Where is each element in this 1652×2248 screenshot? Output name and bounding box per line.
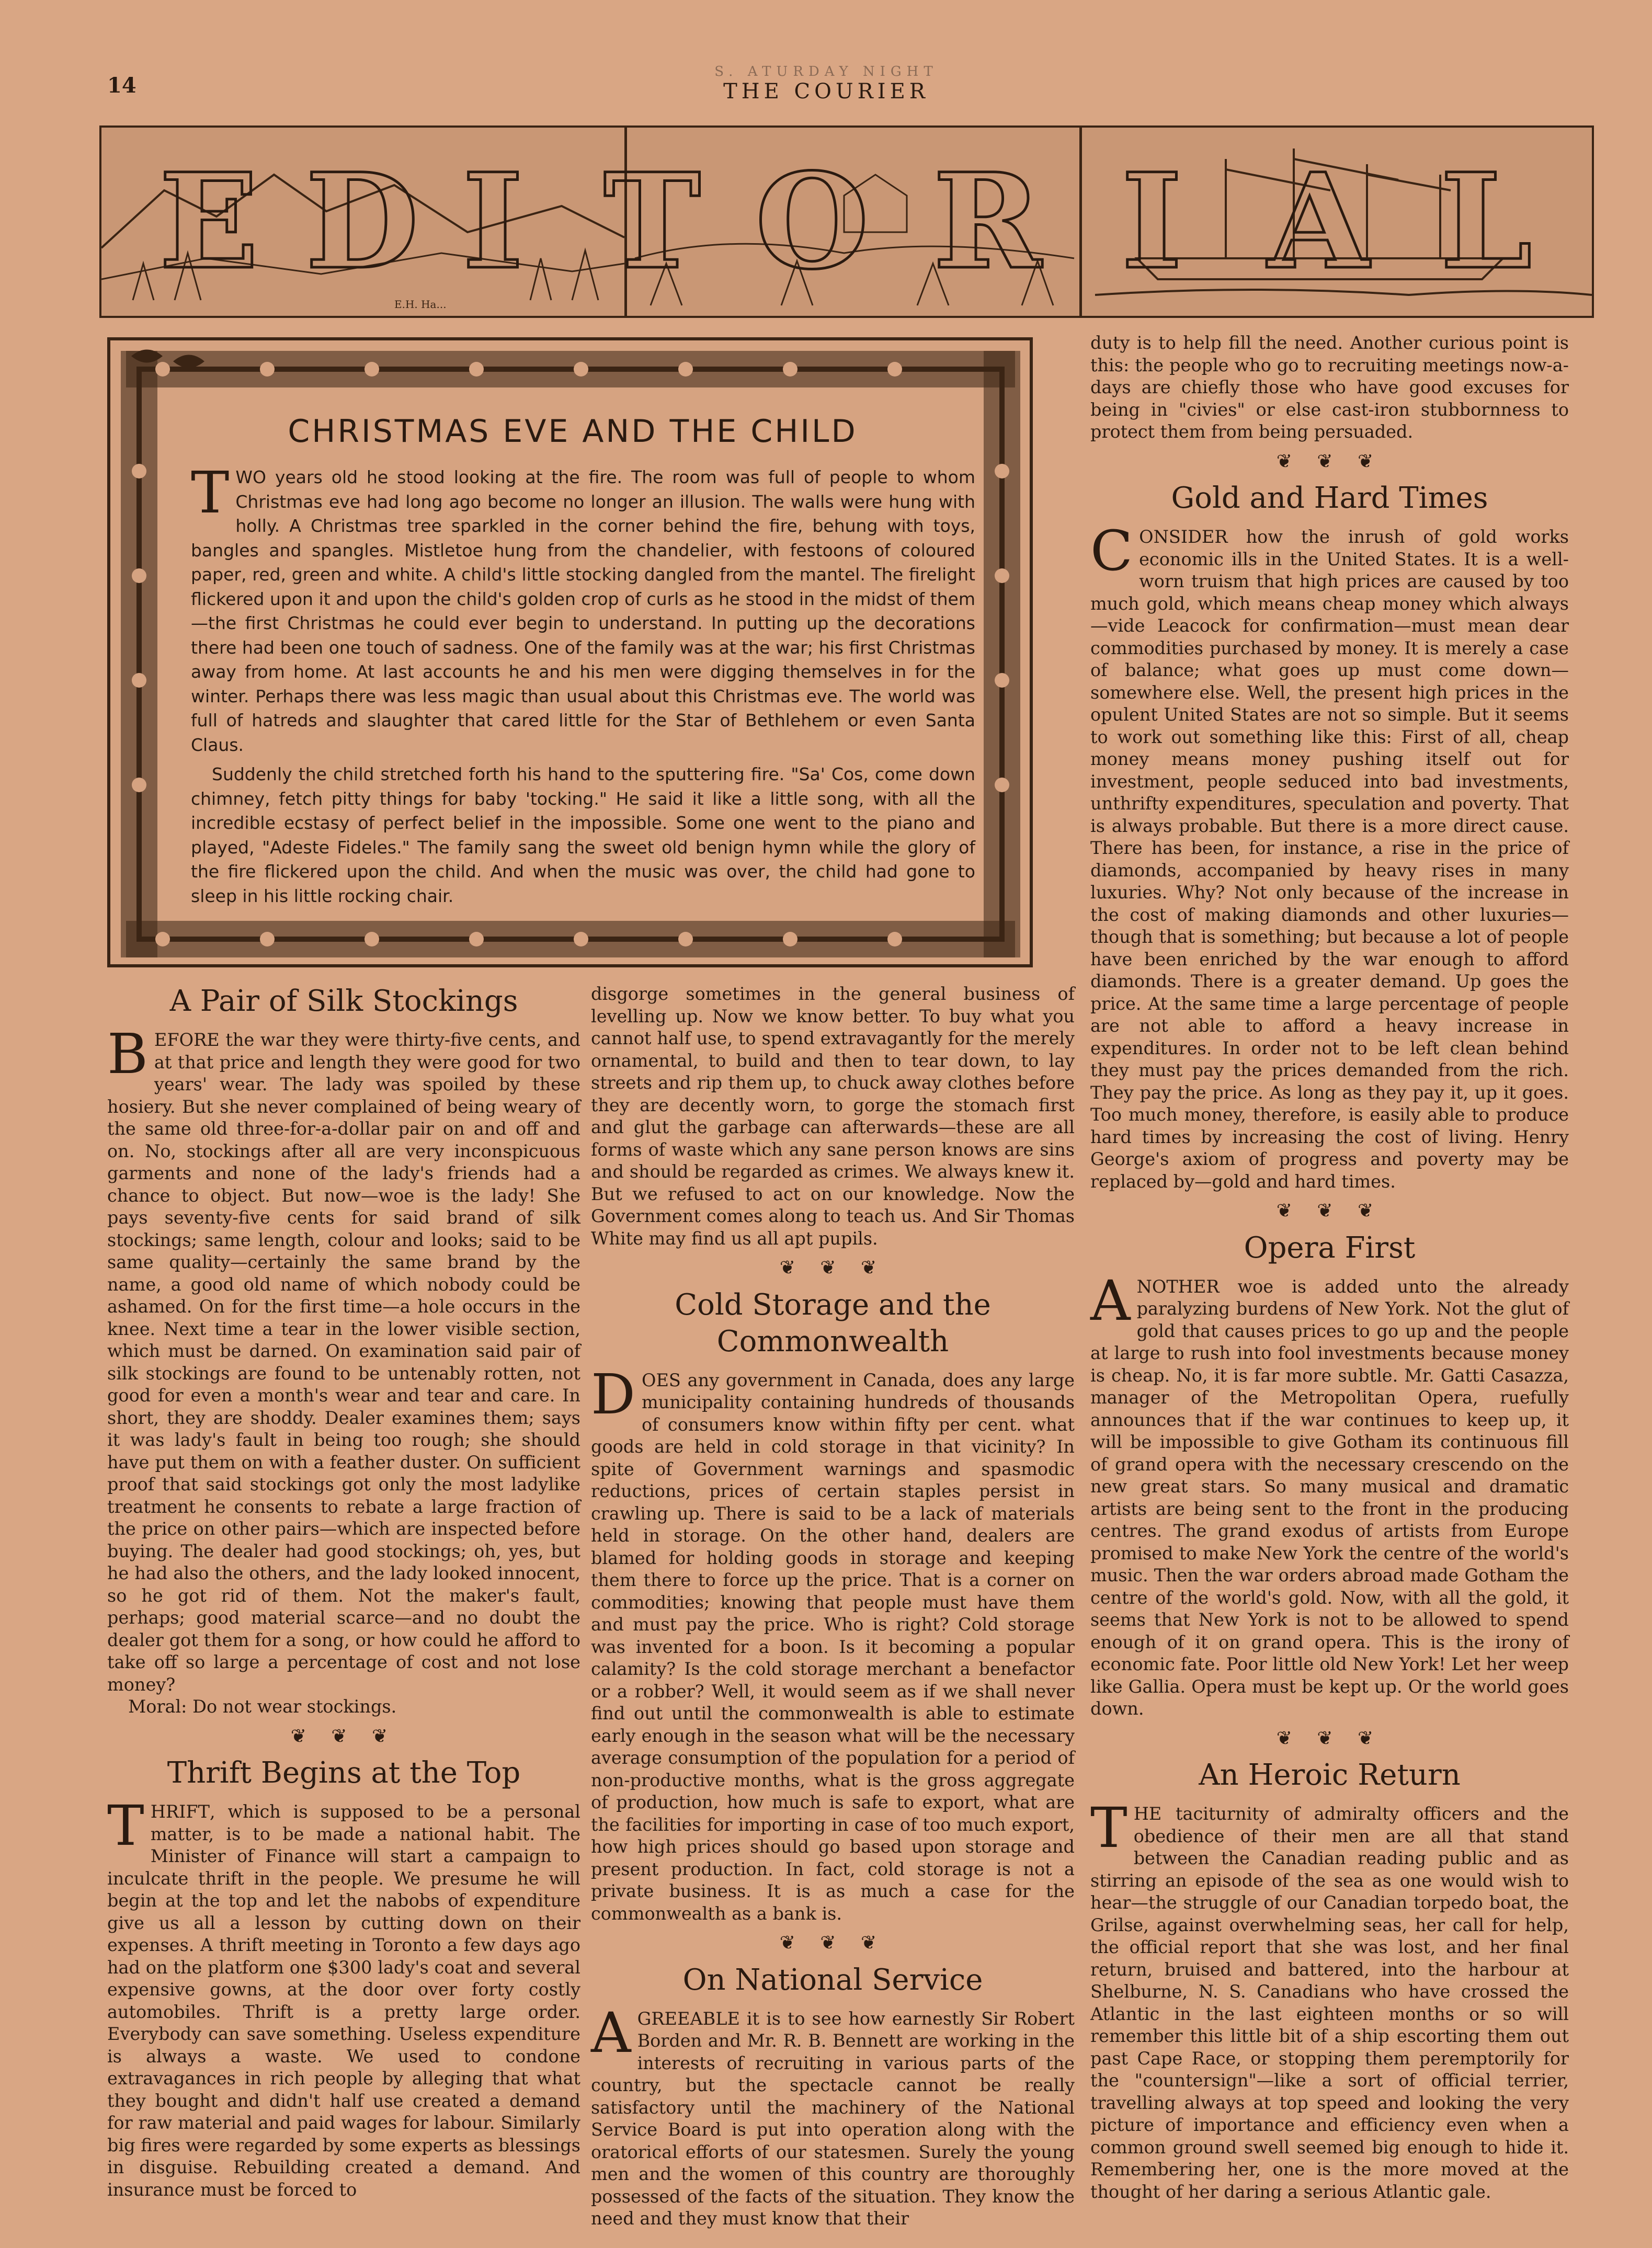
feature-title: CHRISTMAS EVE AND THE CHILD [288, 413, 858, 450]
article-title: An Heroic Return [1199, 1758, 1461, 1792]
banner-letter: D [305, 144, 419, 298]
article-title: Thrift Begins at the Top [167, 1756, 521, 1790]
publication-name: THE COURIER [723, 79, 929, 104]
column-3 [1090, 332, 1569, 2203]
banner-letter: T [603, 144, 701, 298]
feature-paragraph-1: WO years old he stood looking at the fire. The room was full of people to whom Christmas eve had long ago become no longer an illusion. The walls were hung with holly. A Christmas tree sparkled in the corner behind the fire, behung with toys, bangles and spangles. Mistletoe hung from the chandelier, with festoons of coloured paper, red, green and white. A child's little stocking dangled from the mantel. The firelight flickered upon it and upon the child's golden crop of curls as he stood in the midst of them—the first Christmas he could ever begin to understand. In putting up the decorations there had been one touch of sadness. One of the family was at the war; his first Christmas away from home. At last accounts he and his men were digging themselves in for the winter. Perhaps there was less magic than usual about this Christmas eve. The world was full of hatreds and slaughter that cared little for the Star of Bethlehem or even Santa Claus. [191, 467, 975, 755]
article-body: how the inrush of gold works economic ills in the United States. It is a well-worn truism that high prices are caused by too much gold, which means cheap money which always—vide Leacock for confirmation—must mean dear commodities purchased by money. It is merely a case of balance; what goes up must come down—somewhere else. Well, the present high prices in the opulent United States are not so simple. But it seems to work out something like this: First of all, cheap money means money pushing itself out for investment, people seduced into bad investments, unthrifty expenditures, speculation and poverty. That is always probable. But there is a more direct cause. There has been, for instance, a rise in the price of diamonds, accompanied by heavy rises in many luxuries. Why? Not only because of the increase in the cost of making diamonds and other luxuries—though that is something; but because a lot of people have been enriched by the war enough to afford diamonds. There is a greater demand. Up goes the price. At the same time a large percentage of people are not able to afford a heavy increase in expenditures. In order not to be left clean behind they must pay the prices demanded from the rich. They pay the price. As long as they pay it, up it goes. Too much money, therefore, is easily able to produce hard times by increasing the cost of living. Henry George's axiom of progress and poverty may be replaced by—gold and hard times. [1090, 527, 1569, 1192]
drop-cap: C [1090, 519, 1133, 583]
drop-cap: T [191, 459, 230, 526]
article-body: , which is supposed to be a personal matter, is to be made a national habit. The Minister of Finance will start a campaign to inculcate thrift in the people. We presume he will begin at the top and let the nabobs of expenditure give us all a lesson by cutting down on their expenses. A thrift meeting in Toronto a few days ago had on the platform one $300 lady's coat and several expensive gowns, at the door over forty costly automobiles. Thrift is a pretty large order. Everybody can save something. Useless expenditure is always a waste. We used to condone extravagances in rich people by alleging that what they bought and didn't half use created a demand for raw material and paid wages for labour. Similarly big fires were regarded by some experts as blessings in disguise. Rebuilding created a demand. And insurance must be forced to [107, 1801, 580, 2200]
banner-letter: I [462, 144, 523, 298]
banner-letter: I [1121, 144, 1182, 298]
section-ornament: ❦ ❦ ❦ [1276, 1727, 1383, 1749]
banner-letter: O [755, 144, 869, 298]
drop-cap: D [591, 1362, 635, 1427]
article-lead-word: HE [1133, 1804, 1162, 1824]
article-lead-word: GREEABLE [637, 2008, 740, 2029]
drop-cap: A [1090, 1268, 1131, 1333]
section-ornament: ❦ ❦ ❦ [779, 1257, 886, 1279]
column-2 [591, 983, 1075, 2230]
section-ornament: ❦ ❦ ❦ [1276, 450, 1383, 472]
editorial-lettering [101, 128, 1592, 316]
section-ornament: ❦ ❦ ❦ [290, 1725, 397, 1747]
artist-credit: E.H. Ha... [394, 298, 447, 311]
feature-paragraph-2: Suddenly the child stretched forth his hand to the sputtering fire. "Sa' Cos, come down chimney, fetch pitty things for baby 'tocking." He said it like a little song, with all the incredible ecstasy of perfect belief in the impossible. Some one went to the piano and played, "Adeste Fideles." The family sang the sweet old benign hymn while the glory of the fire flickered upon the child. And when the music was over, the child had gone to sleep in his little rocking chair. [191, 764, 975, 906]
article-title: On National Service [682, 1962, 983, 1997]
article-body: the war they were thirty-five cents, and at that price and length they were good for two years' wear. The lady was spoiled by these hosiery. But she never complained of being weary of the same old three-for-a-dollar pair on and off and on. No, stockings after all are very inconspicuous garments and none of the lady's friends had a chance to object. But now—woe is the lady! She pays seventy-five cents for said brand of silk stockings; same length, colour and looks; said to be same quality—certainly the same brand by the name, a good old name of which nobody could be ashamed. On for the first time—a hole occurs in the knee. Next time a tear in the lower visible section, which must be darned. On examination said pair of silk stockings are found to be untenably rotten, not good for even a month's wear and tear and care. In short, they are shoddy. Dealer examines them; says it was lady's fault in being too rough; she should have put them on with a feather duster. On sufficient proof that said stockings got only the most ladylike treatment he consents to rebate a large fraction of the price on other pairs—which are inspected before buying. The dealer had good stockings; oh, yes, but he had also the others, and the lady looked innocent, so he got rid of them. Not the maker's fault, perhaps; good material scarce—and no doubt the dealer got them for a song, or how could he afford to take off so large a percentage of cost and not lose money? [107, 1030, 580, 1695]
banner-letter: E [159, 144, 259, 298]
article-continuation: disgorge sometimes in the general business of levelling up. Now we know better. To buy what you cannot half use, to spend extravagantly for the merely ornamental, to build and then to tear down, to lay streets and rip them up, to chuck away clothes before they are decently worn, to gorge the stomach first and glut the garbage can afterwards—these are all forms of waste which any sane person knows are sins and should be regarded as crimes. We always knew it. But we refused to act on our knowledge. Now the Government comes along to teach us. And Sir Thomas White may find us all apt pupils. [591, 984, 1075, 1249]
banner-letter: A [1268, 144, 1369, 298]
feature-body [191, 459, 975, 914]
drop-cap: A [591, 2000, 631, 2065]
article-moral: Moral: Do not wear stockings. [128, 1696, 397, 1717]
banner-letter: R [933, 144, 1042, 298]
drop-cap: T [1090, 1796, 1127, 1860]
article-lead-word: HRIFT [150, 1801, 210, 1822]
article-lead-word: NOTHER [1136, 1276, 1220, 1297]
editorial-banner [99, 125, 1594, 318]
article-body: woe is added unto the already paralyzing burdens of New York. Not the glut of gold that causes prices to go up and the people at large to rush into fool investments because money is cheap. No, it is far more subtle. Mr. Gatti Casazza, manager of the Metropolitan Opera, ruefully announces that if the war continues to keep up, it will be impossible to give Gotham its continuous fill of grand opera with the necessary crescendo on the new great stars. So many musical and dramatic artists are being sent to the front in the producing centres. The grand exodus of artists from Europe promised to make New York the centre of the world's music. Then the war orders abroad made Gotham the centre of the world's gold. Now, with all the gold, it seems that New York is not to be allowed to spend enough of it on grand opera. This is the irony of economic fate. Poor little old New York! Let her weep like Gallia. Opera must be kept up. Or the world goes down. [1090, 1276, 1569, 1719]
article-lead-word: OES [642, 1370, 681, 1390]
article-title: Gold and Hard Times [1171, 481, 1488, 515]
article-continuation: duty is to help fill the need. Another curious point is this: the people who go to recruiting meetings now-a-days are chiefly those who have good excuses for being in "civies" or else cast-iron stubbornness to protect them from being persuaded. [1090, 333, 1569, 442]
article-title: Opera First [1244, 1230, 1416, 1265]
drop-cap: T [107, 1794, 144, 1858]
section-ornament: ❦ ❦ ❦ [779, 1932, 886, 1954]
drop-cap: B [107, 1022, 148, 1086]
article-lead-word: ONSIDER [1139, 527, 1228, 547]
article-body: taciturnity of admiralty officers and the obedience of their men are all that stand between the Canadian reading public and as stirring an episode of the sea as one would wish to hear—the struggle of our Canadian torpedo boat, the Grilse, against overwhelming seas, her call for help, the official report that she was lost, and her final return, bruised and battered, into the harbour at Shelburne, N. S. Canadians who have crossed the Atlantic in the last eighteen months or so will remember this little bit of a ship escorting them out past Cape Race, or stopping them peremptorily for the "countersign"—like a sort of official terrier, travelling always at top speed and looking the very picture of importance and efficiency even when a common ground swell seemed big enough to hide it. Remembering her, one is the more moved at the thought of her daring a serious Atlantic gale. [1090, 1804, 1569, 2202]
article-lead-word: EFORE [154, 1030, 220, 1050]
running-head [680, 64, 973, 104]
article-title: A Pair of Silk Stockings [169, 984, 518, 1018]
article-body: it is to see how earnestly Sir Robert Borden and Mr. R. B. Bennett are working in the interests of recruiting in various parts of the country, but the spectacle cannot be really satisfactory until the machinery of the National Service Board is put into operation along with the oratorical efforts of our statesmen. Surely the young men and the women of this country are thoroughly possessed of the facts of the situation. They know the need and they must know that their [591, 2008, 1075, 2229]
page-number: 14 [107, 73, 136, 98]
section-ornament: ❦ ❦ ❦ [1276, 1200, 1383, 1222]
bleed-through-text: S. ATURDAY NIGHT [714, 64, 938, 79]
banner-letter: L [1440, 144, 1532, 298]
article-body: any government in Canada, does any large municipality containing hundreds of thousands of consumers know within fifty per cent. what goods are held in cold storage in that vicinity? In spite of Government warnings and spasmodic reductions, prices of certain staples persist in crawling up. There is said to be a lack of materials held in storage. On the other hand, dealers are blamed for holding goods in storage and keeping them there to force up the price. That is a corner on commodities; knowing that people must have them and must pay the price. Who is right? Cold storage was invented for a boon. Is it becoming a popular calamity? Is the cold storage merchant a benefactor or a robber? Well, it would seem as if we shall never find out until the commonwealth is able to estimate early enough in the season what will be the necessary average consumption of the population for a period of non-productive months, what is the gross aggregate of production, how much is safe to export, what are the facilities for importing in case of too much export, how high prices should go based upon storage and present production. In fact, cold storage is not a private business. It is as much a case for the commonwealth as a bank is. [591, 1370, 1075, 1924]
column-1 [107, 983, 580, 2201]
article-title: Cold Storage and the Commonwealth [675, 1287, 991, 1359]
